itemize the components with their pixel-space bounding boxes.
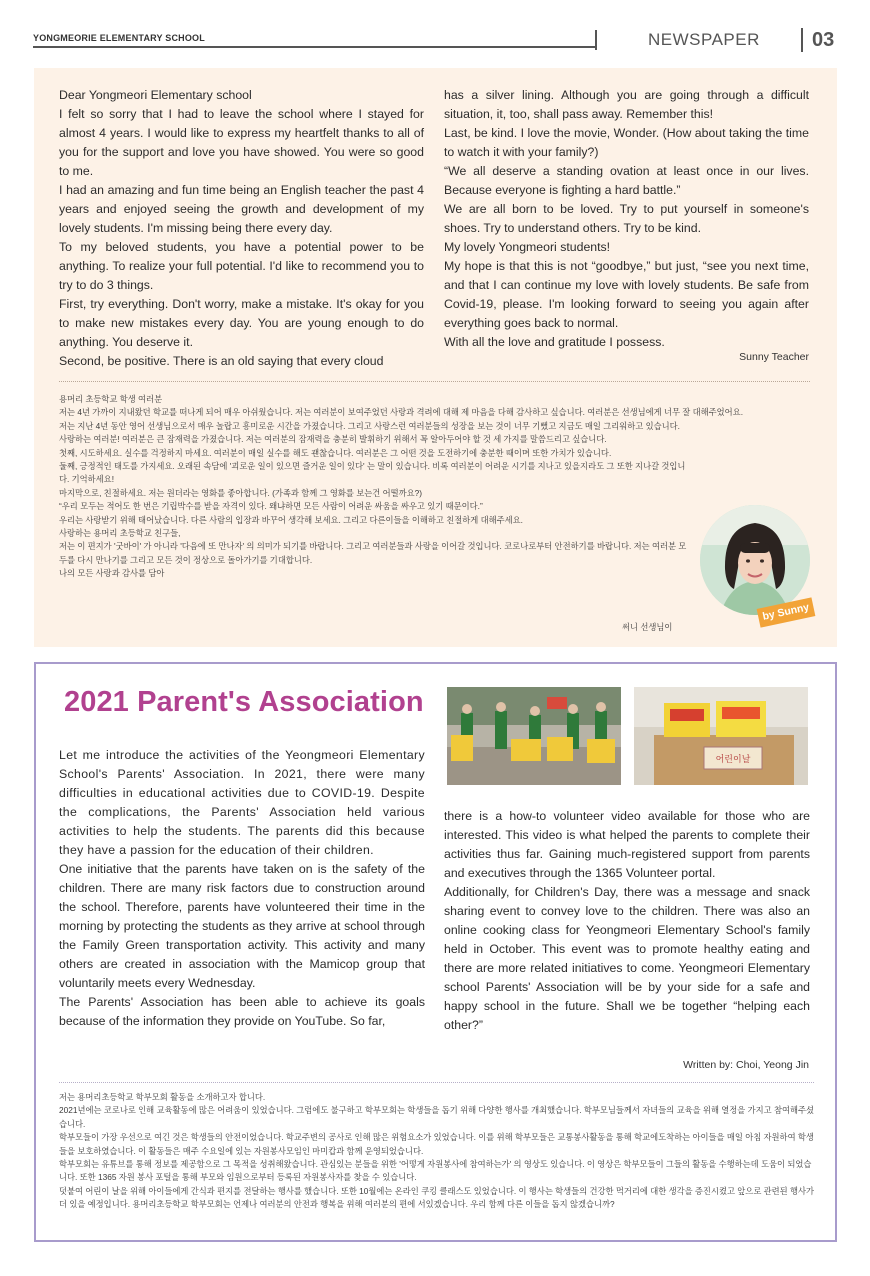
article-title: 2021 Parent's Association [64, 686, 424, 718]
korean-line: 첫째, 시도하세요. 실수를 걱정하지 마세요. 여러분이 매일 실수를 해도 괜찮습니다. 여러분은 그 어떤 것을 도전하기에 충분한 때이며 또한 가치가 있습니다. [59, 447, 612, 458]
article-byline: Written by: Choi, Yeong Jin [683, 1059, 809, 1071]
farewell-letter-box [34, 68, 837, 647]
letter-paragraph: With all the love and gratitude I possess. [444, 335, 665, 349]
teacher-photo [700, 505, 810, 615]
article-paragraph: there is a how-to volunteer video available for those who are interested. This video is what helped the parents to complete their activities thus far. Gaining much-registered support from parents and executives through the 1365 Volunteer portal. [444, 809, 810, 880]
letter-paragraph: My hope is that this is not “goodbye,” but just, “see you next time, and that I can continue my love with lovely students. Be safe from Covid-19, please. I'm looking forward to seeing you again after everything goes back to normal. [444, 259, 809, 330]
korean-line: 둘째, 긍정적인 태도를 가지세요. 오래된 속담에 '괴로운 일이 있으면 즐거운 일이 있다' 는 말이 있습니다. 비록 여러분이 어려운 시기를 지나고 있을지라도 그 또한 지나갈 것입니다. 기억하세요! [59, 461, 686, 485]
article-right-column [444, 807, 810, 1035]
letter-paragraph: Dear Yongmeori Elementary school [59, 88, 252, 102]
letter-left-column [59, 86, 424, 371]
article-paragraph: One initiative that the parents have taken on is the safety of the children. There are many risk factors due to construction around the school. Therefore, parents have volunteered their time in the morning by protecting the students as they arrive at school through the Family Green transportation activity. This activity and many others are created in association with the Mamicop group that voluntarily meets every Wednesday. [59, 862, 425, 990]
korean-line: 나의 모든 사랑과 감사를 담아 [59, 568, 165, 579]
korean-line: 2021년에는 코로나로 인해 교육활동에 많은 어려움이 있었습니다. 그럼에도 불구하고 학부모회는 학생들을 돕기 위해 다양한 행사를 개최했습니다. 학부모님들께서 자녀들의 교육을 위해 열정을 가지고 참여해주셨습니다. [59, 1105, 815, 1129]
letter-paragraph: “We all deserve a standing ovation at least once in our lives. Because everyone is fighting a hard battle.” [444, 164, 809, 197]
korean-line: 마지막으로, 친절하세요. 저는 원더라는 영화를 좋아합니다. (가족과 함께 그 영화를 보는건 어떨까요?) [59, 487, 423, 498]
korean-line: 용머리 초등학교 학생 여러분 [59, 394, 163, 404]
korean-line: 학부모회는 유튜브를 통해 정보를 제공함으로 그 목적을 성취해왔습니다. 관심있는 분들을 위한 '어떻게 자원봉사에 참여하는가' 의 영상도 있습니다. 이 영상은 학부모들이 그들의 활동을 수행하는데 도움이 되었습니다. 또한 1365 자원 봉사 포털을 통해 부모와 임원으로부터 등록된 자원봉사자를 찾을 수 있습니다. [59, 1159, 812, 1183]
letter-paragraph: First, try everything. Don't worry, make a mistake. It's okay for you to make new mistakes every day. You are young enough to do anything. You deserve it. [59, 297, 424, 349]
letter-paragraph: We are all born to be loved. Try to put yourself in someone's shoes. Try to understand others. Try to be kind. [444, 202, 809, 235]
dotted-divider [59, 1082, 814, 1083]
header-separator [801, 28, 803, 52]
korean-line: 사랑하는 여러분! 여러분은 큰 잠재력을 가졌습니다. 저는 여러분의 잠재력을 충분히 발휘하기 위해서 꼭 알아두어야 할 것 세 가지를 말씀드리고 싶습니다. [59, 434, 607, 445]
letter-paragraph: To my beloved students, you have a potential power to be anything. To realize your full potential. I'd like to recommend you to try to do 3 things. [59, 240, 424, 292]
letter-signature: Sunny Teacher [739, 351, 809, 363]
letter-paragraph: Second, be positive. There is an old saying that every cloud [59, 354, 384, 368]
korean-line: “우리 모두는 적어도 한 번은 기립박수를 받을 자격이 있다. 왜냐하면 모든 사람이 어려운 싸움을 싸우고 있기 때문이다.” [59, 501, 483, 512]
letter-paragraph: Last, be kind. I love the movie, Wonder. (How about taking the time to watch it with your family?) [444, 126, 809, 159]
school-name: YONGMEORIE ELEMENTARY SCHOOL [33, 33, 205, 43]
article-paragraph: The Parents' Association has been able to achieve its goals because of the information they provide on YouTube. So far, [59, 995, 425, 1028]
korean-line: 덧붙여 어린이 날을 위해 아이들에게 간식과 편지를 전달하는 행사를 했습니다. 또한 10월에는 온라인 쿠킹 클래스도 있었습니다. 이 행사는 학생들의 건강한 먹거리에 대한 생각을 증진시켰고 앞으로 관련된 행사가 더 있을 예정입니다. 용머리초등학교 학부모회는 언제나 여러분의 안전과 행복을 위해 여러분의 편에 서있겠습니다. 우리 함께 다른 이들을 돕지 않겠습니까? [59, 1185, 815, 1210]
korean-line: 저는 지난 4년 동안 영어 선생님으로서 매우 놀랍고 흥미로운 시간을 가졌습니다. 그리고 사랑스런 여러분들의 성장을 보는 것이 너무 기뻤고 지금도 매일 그리워하고 있습니다. [59, 420, 680, 431]
header-rule [33, 46, 596, 48]
page-number: 03 [812, 29, 835, 51]
korean-line: 저는 이 편지가 '굿바이' 가 아니라 '다음에 또 만나자' 의 의미가 되기를 바랍니다. 그리고 여러분들과 사랑을 이어갈 것입니다. 코로나로부터 안전하기를 바랍니다. 저는 여러분 모두를 다시 만나기를 그리고 모든 것이 정상으로 돌아가기를 기대합니다. [59, 541, 687, 565]
header-rule-tick [595, 30, 597, 50]
korean-translation [59, 1091, 819, 1212]
snack-banner-text: 어린이날 [715, 755, 751, 765]
letter-paragraph: I felt so sorry that I had to leave the school where I stayed for almost 4 years. I would like to express my heartfelt thanks to all of you for the support and love you have showed. You were so good to me. [59, 107, 424, 178]
korean-line: 학부모들이 가장 우선으로 여긴 것은 학생들의 안전이었습니다. 학교주변의 공사로 인해 많은 위험요소가 있었습니다. 이를 위해 학부모들은 교통봉사활동을 통해 학교에도착하는 아이들을 매일 아침 자원하여 학생들을 보호하였습니다. 이 활동들은 매주 수요일에 있는 자원봉사모임인 마미캅과 함께 운영되었습니다. [59, 1132, 814, 1156]
dotted-divider [59, 381, 810, 382]
article-left-column [59, 746, 425, 1031]
volunteer-photo [447, 687, 621, 785]
section-name: NEWSPAPER [648, 30, 760, 49]
korean-line: 저는 용머리초등학교 학부모회 활동을 소개하고자 합니다. [59, 1092, 266, 1102]
korean-signature: 써니 선생님이 [622, 622, 673, 632]
letter-paragraph: My lovely Yongmeori students! [444, 240, 611, 254]
korean-line: 저는 4년 가까이 지내왔던 학교를 떠나게 되어 매우 아쉬웠습니다. 저는 여러분이 보여주었던 사랑과 격려에 대해 제 마음을 다해 감사하고 싶습니다. 여러분은 선생님에게 너무 잘 대해주었어요. [59, 407, 743, 418]
letter-paragraph: I had an amazing and fun time being an English teacher the past 4 years and enjoyed seeing the growth and development of my lovely students. I'm missing being there every day. [59, 183, 424, 235]
article-paragraph: Let me introduce the activities of the Yeongmeori Elementary School's Parents' Association. In 2021, there were many difficulties in educational activities due to COVID-19. Despite the complications, the Parents' Association held various activities to help the students. The parents did this because they have a passion for the education of their children. [59, 748, 425, 857]
photo-credit-tag: by Sunny [757, 597, 816, 627]
korean-line: 우리는 사랑받기 위해 태어났습니다. 다른 사람의 입장과 바꾸어 생각해 보세요. 그리고 다른이들을 이해하고 친절하게 대해주세요. [59, 514, 523, 525]
parents-association-box [34, 662, 837, 1242]
snack-photo [634, 687, 808, 785]
letter-right-column [444, 86, 809, 352]
letter-paragraph: has a silver lining. Although you are going through a difficult situation, it, too, shall pass away. Remember this! [444, 88, 809, 121]
korean-line: 사랑하는 용머리 초등학교 친구들, [59, 528, 181, 539]
article-paragraph: Additionally, for Children's Day, there was a message and snack sharing event to convey love to the children. There was also an online cooking class for Yeongmeori Elementary School's family held in October. This event was to promote healthy eating and there are more related initiatives to come. Yeongmeori Elementary school Parents' Association will be by your side for a safe and happy school in the future. Shall we be together “helping each other?” [444, 885, 810, 1032]
